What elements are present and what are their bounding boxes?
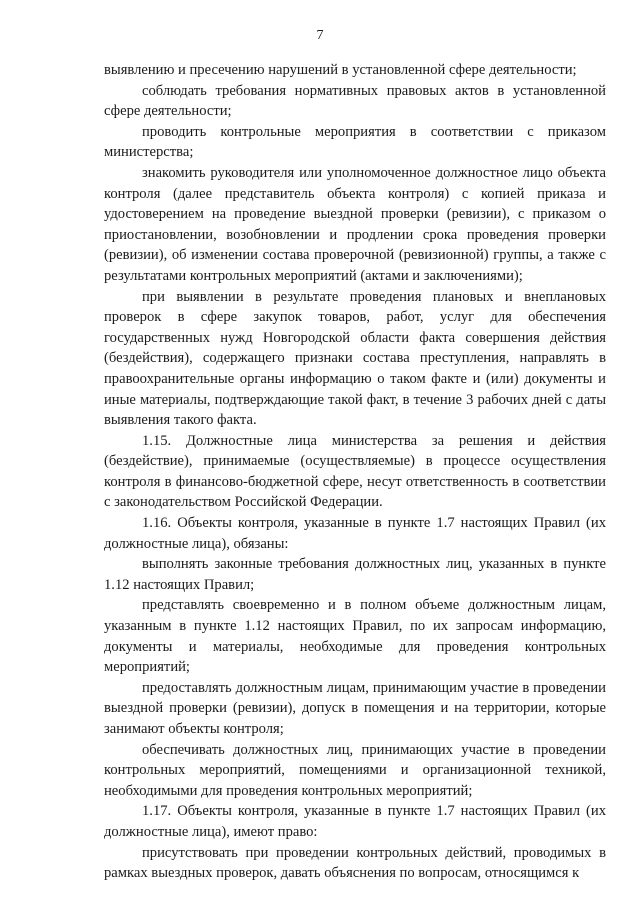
paragraph: 1.16. Объекты контроля, указанные в пункте 1.7 настоящих Правил (их должностные лица), обязаны:: [104, 515, 606, 552]
paragraph: проводить контрольные мероприятия в соответствии с приказом министерства;: [104, 123, 606, 161]
paragraph: выполнять законные требования должностных лиц, указанных в пункте 1.12 настоящих Правил;: [104, 556, 606, 593]
paragraph: 1.15. Должностные лица министерства за решения и действия (бездействие), принимаемые (осуществляемые) в процессе осуществления контроля в финансово-бюджетной сфере, несут ответственность в соответствии с законодательством Российской Федерации.: [104, 432, 606, 511]
paragraph: 1.17. Объекты контроля, указанные в пункте 1.7 настоящих Правил (их должностные лица), имеют право:: [104, 803, 606, 840]
page-number: 7: [316, 28, 324, 43]
paragraph: знакомить руководителя или уполномоченное должностное лицо объекта контроля (далее представитель объекта контроля) с копией приказа и удостоверением на проведение выездной проверки (ревизии), с приказом о приостановлении, возобновлении и продлении срока проведения проверки (ревизии), об изменении состава проверочной (ревизионной) группы, а также с результатами контрольных мероприятий (актами и заключениями);: [104, 164, 606, 284]
document-body: [104, 60, 606, 884]
paragraph: выявлению и пресечению нарушений в установленной сфере деятельности;: [104, 62, 577, 78]
paragraph: обеспечивать должностных лиц, принимающих участие в проведении контрольных мероприятий, помещениями и организационной техникой, необходимыми для проведения контрольных мероприятий;: [104, 741, 606, 799]
paragraph: соблюдать требования нормативных правовых актов в установленной сфере деятельности;: [104, 82, 606, 120]
paragraph: присутствовать при проведении контрольных действий, проводимых в рамках выездных проверок, давать объяснения по вопросам, относящимся к: [104, 844, 606, 882]
paragraph: при выявлении в результате проведения плановых и внеплановых проверок в сфере закупок товаров, работ, услуг для обеспечения государственных нужд Новгородской области факта совершения действия (бездействия), содержащего признаки состава преступления, направлять в правоохранительные органы информацию о таком факте и (или) документы и иные материалы, подтверждающие такой факт, в течение 3 рабочих дней с даты выявления такого факта.: [104, 288, 606, 429]
paragraph: представлять своевременно и в полном объеме должностным лицам, указанным в пункте 1.12 настоящих Правил, по их запросам информацию, документы и материалы, необходимые для проведения контрольных мероприятий;: [104, 597, 606, 676]
paragraph: предоставлять должностным лицам, принимающим участие в проведении выездной проверки (ревизии), допуск в помещения и на территории, которые занимают объекты контроля;: [104, 679, 606, 737]
